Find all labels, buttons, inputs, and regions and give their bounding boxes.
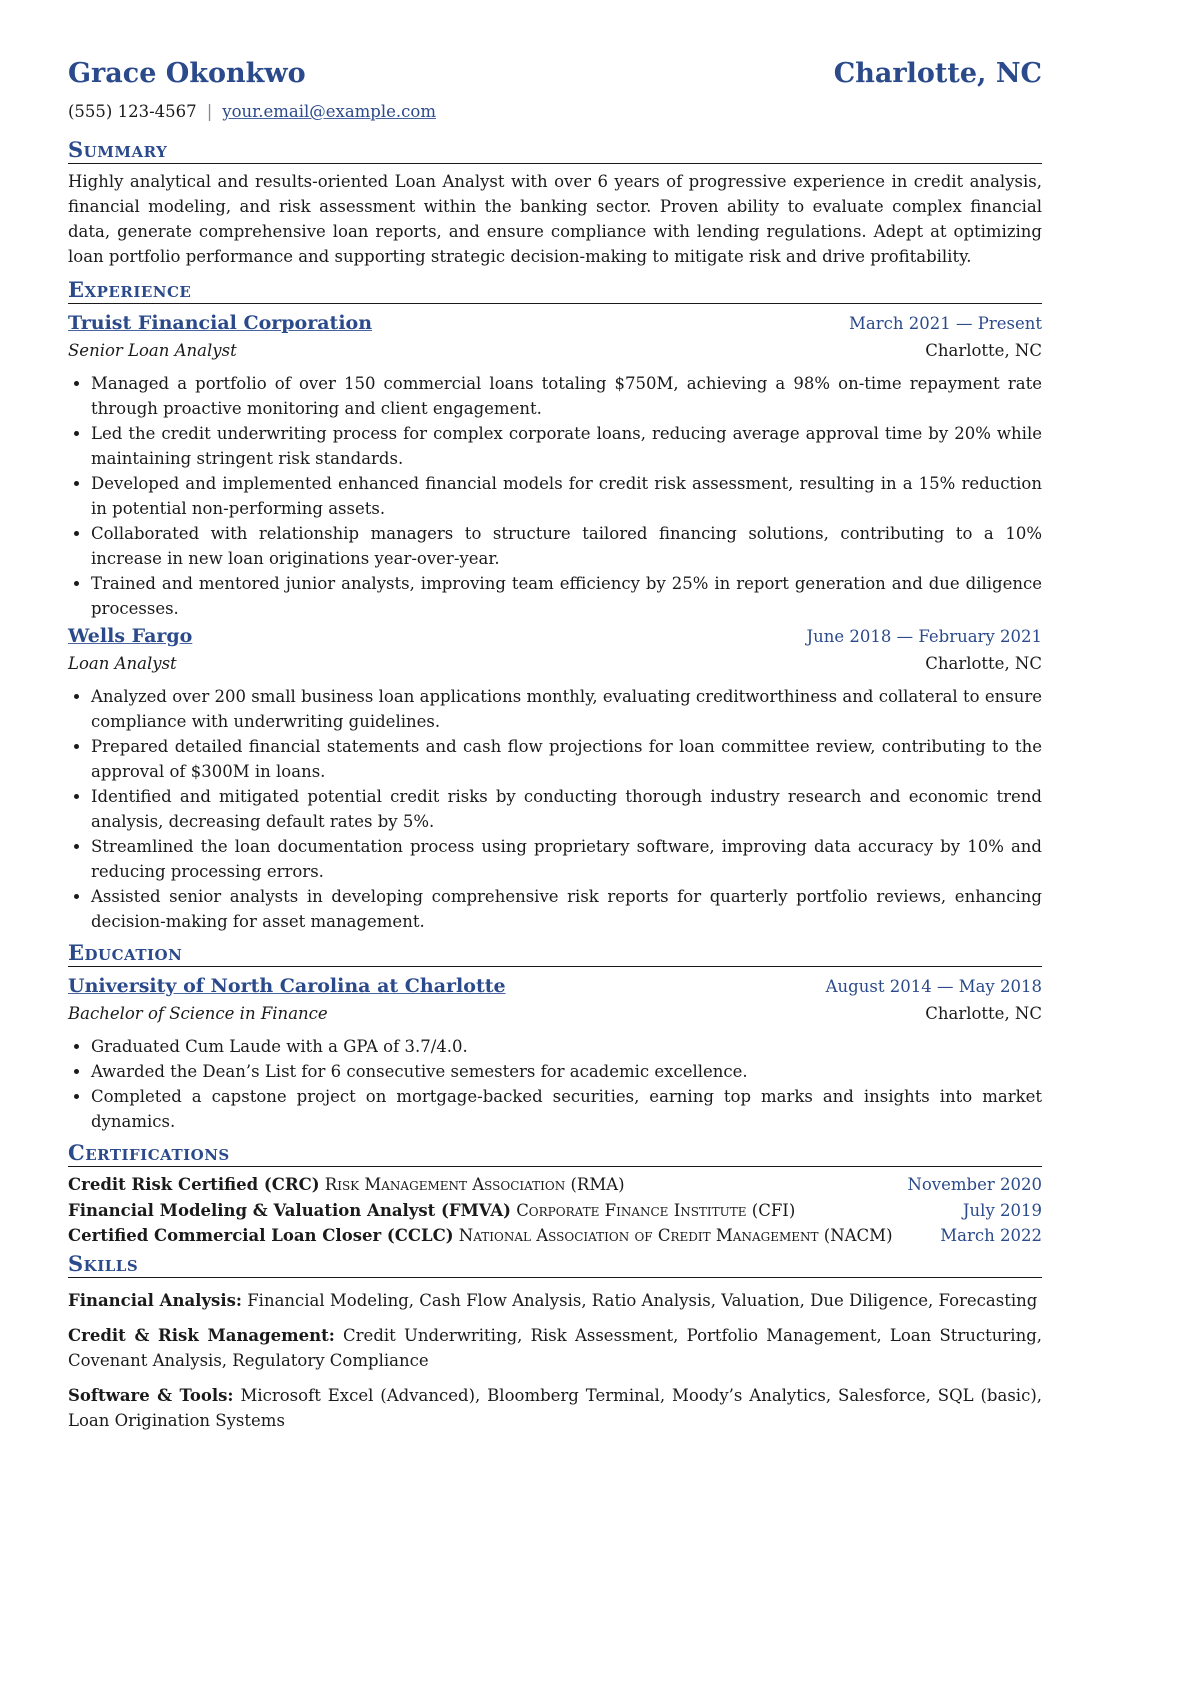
- bullet-item: • Developed and implemented enhanced financial models for credit risk assessment, resulting in a 15% reduction in potential non-performing assets.: [91, 471, 1042, 521]
- skill-group-label: Credit & Risk Management:: [68, 1325, 335, 1345]
- contact-separator: |: [206, 102, 213, 121]
- contact-line: [68, 102, 1042, 132]
- phone-number: (555) 123-4567: [68, 102, 197, 121]
- school-link[interactable]: University of North Carolina at Charlotte: [68, 975, 506, 997]
- job-bullets: [68, 684, 1042, 934]
- section-title-summary: Summary: [68, 137, 1042, 164]
- job-dates: June 2018 — February 2021: [806, 627, 1042, 646]
- job-entry: [68, 308, 1042, 621]
- education-dates: August 2014 — May 2018: [825, 977, 1042, 996]
- skill-group: [68, 1383, 1042, 1433]
- certification-date: March 2022: [940, 1226, 1042, 1245]
- skill-group-items: Credit Underwriting, Risk Assessment, Portfolio Management, Loan Structuring, Covenant Analysis, Regulatory Compliance: [68, 1325, 1043, 1370]
- section-title-experience: Experience: [68, 277, 1042, 304]
- certification-issuer: Risk Management Association (RMA): [324, 1175, 625, 1194]
- education-bullets: [68, 1034, 1042, 1134]
- job-bullets: [68, 371, 1042, 621]
- job-dates: March 2021 — Present: [849, 314, 1042, 333]
- skill-group: [68, 1288, 1042, 1313]
- certification-item: [68, 1223, 1042, 1249]
- section-title-education: Education: [68, 940, 1042, 967]
- bullet-item: • Prepared detailed financial statements and cash flow projections for loan committee review, contributing to the approval of $300M in loans.: [91, 734, 1042, 784]
- company-link[interactable]: Truist Financial Corporation: [68, 312, 373, 334]
- skill-group-label: Financial Analysis:: [68, 1290, 242, 1310]
- skill-group: [68, 1323, 1042, 1373]
- certification-name: Certified Commercial Loan Closer (CCLC): [68, 1226, 454, 1245]
- candidate-name: Grace Okonkwo: [68, 58, 306, 89]
- skill-group-items: Financial Modeling, Cash Flow Analysis, Ratio Analysis, Valuation, Due Diligence, Forecasting: [247, 1290, 1038, 1310]
- bullet-item: • Analyzed over 200 small business loan applications monthly, evaluating creditworthiness and collateral to ensure compliance with underwriting guidelines.: [91, 684, 1042, 734]
- skill-group-label: Software & Tools:: [68, 1385, 234, 1405]
- bullet-item: • Trained and mentored junior analysts, improving team efficiency by 25% in report generation and due diligence processes.: [91, 571, 1042, 621]
- summary-text: Highly analytical and results-oriented Loan Analyst with over 6 years of progressive experience in credit analysis, financial modeling, and risk assessment within the banking sector. Proven ability to evaluate complex financial data, generate comprehensive loan reports, and ensure compliance with lending regulations. Adept at optimizing loan portfolio performance and supporting strategic decision-making to mitigate risk and drive profitability.: [68, 172, 1042, 266]
- certification-issuer: National Association of Credit Management (NACM): [458, 1226, 893, 1245]
- candidate-location: Charlotte, NC: [833, 58, 1042, 89]
- resume-header: [68, 58, 1042, 98]
- bullet-item: • Collaborated with relationship managers to structure tailored financing solutions, contributing to a 10% increase in new loan originations year-over-year.: [91, 521, 1042, 571]
- bullet-item: • Awarded the Dean’s List for 6 consecutive semesters for academic excellence.: [91, 1059, 1042, 1084]
- job-location: Charlotte, NC: [925, 654, 1042, 673]
- company-link[interactable]: Wells Fargo: [68, 625, 193, 647]
- job-title: Loan Analyst: [68, 654, 177, 673]
- bullet-item: • Assisted senior analysts in developing comprehensive risk reports for quarterly portfolio reviews, enhancing decision-making for asset management.: [91, 884, 1042, 934]
- certification-item: [68, 1172, 1042, 1198]
- bullet-item: • Identified and mitigated potential credit risks by conducting thorough industry research and economic trend analysis, decreasing default rates by 5%.: [91, 784, 1042, 834]
- bullet-item: • Led the credit underwriting process for complex corporate loans, reducing average approval time by 20% while maintaining stringent risk standards.: [91, 421, 1042, 471]
- degree: Bachelor of Science in Finance: [68, 1004, 328, 1023]
- job-entry: [68, 621, 1042, 934]
- email-link[interactable]: your.email@example.com: [222, 102, 436, 121]
- skill-group-items: Microsoft Excel (Advanced), Bloomberg Terminal, Moody’s Analytics, Salesforce, SQL (basic), Loan Origination Systems: [68, 1385, 1043, 1430]
- resume-page: [68, 58, 1042, 1433]
- section-title-skills: Skills: [68, 1251, 1042, 1278]
- certification-name: Credit Risk Certified (CRC): [68, 1175, 320, 1194]
- section-title-certifications: Certifications: [68, 1140, 1042, 1167]
- certification-issuer: Corporate Finance Institute (CFI): [516, 1200, 796, 1220]
- certification-date: July 2019: [962, 1200, 1042, 1220]
- education-entry: [68, 971, 1042, 1134]
- job-title: Senior Loan Analyst: [68, 341, 237, 360]
- certification-name: Financial Modeling & Valuation Analyst (FMVA): [68, 1200, 511, 1220]
- bullet-item: • Graduated Cum Laude with a GPA of 3.7/4.0.: [91, 1034, 1042, 1059]
- bullet-item: • Managed a portfolio of over 150 commercial loans totaling $750M, achieving a 98% on-time repayment rate through proactive monitoring and client engagement.: [91, 371, 1042, 421]
- certifications-list: [68, 1172, 1042, 1249]
- job-location: Charlotte, NC: [925, 341, 1042, 360]
- certification-date: November 2020: [907, 1175, 1042, 1194]
- education-location: Charlotte, NC: [925, 1004, 1042, 1023]
- bullet-item: • Completed a capstone project on mortgage-backed securities, earning top marks and insights into market dynamics.: [91, 1084, 1042, 1134]
- certification-item: [68, 1198, 1042, 1224]
- bullet-item: • Streamlined the loan documentation process using proprietary software, improving data accuracy by 10% and reducing processing errors.: [91, 834, 1042, 884]
